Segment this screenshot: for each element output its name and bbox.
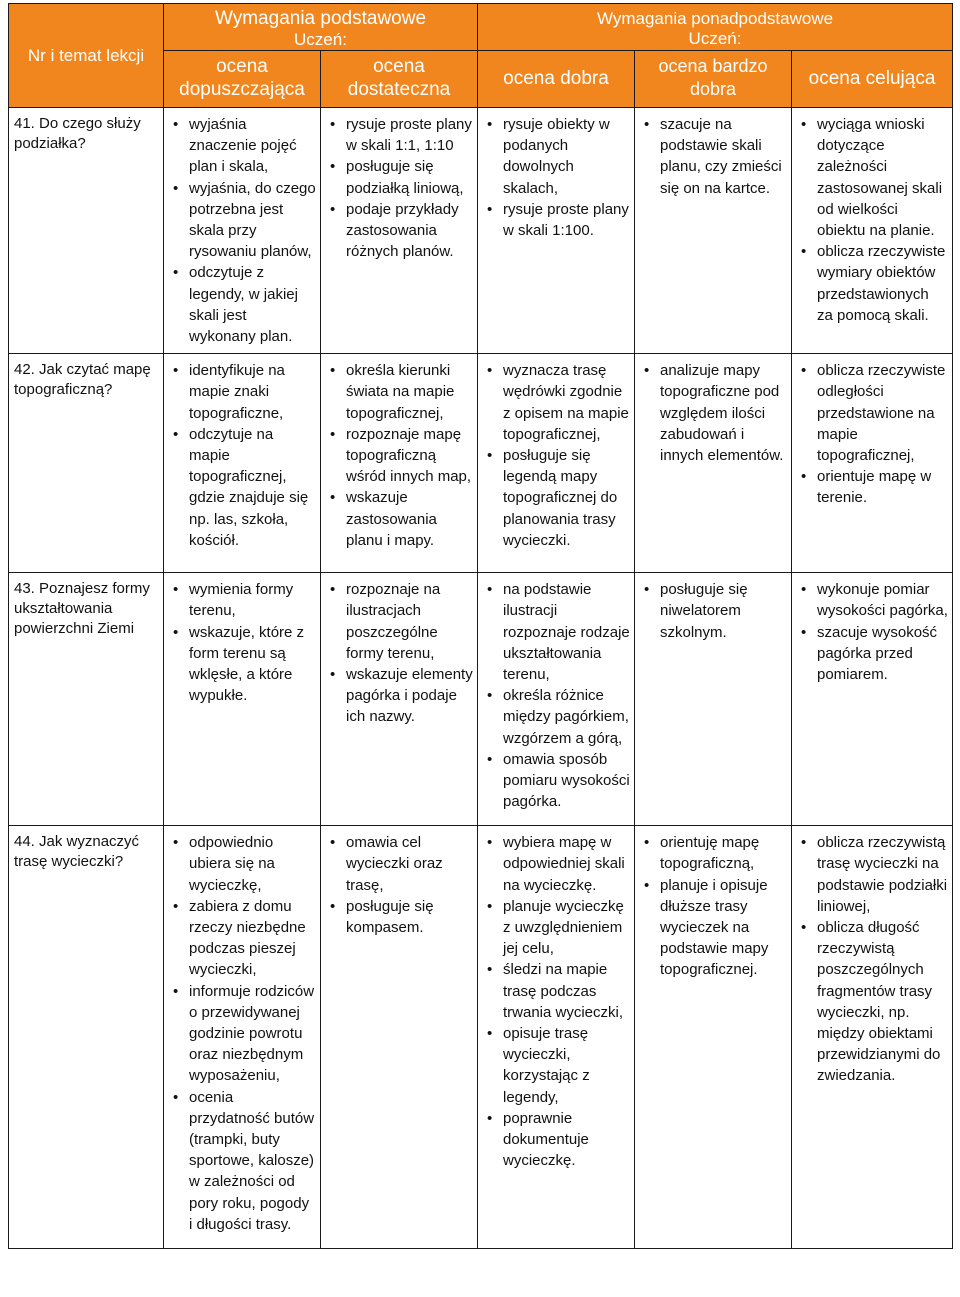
requirements-list: [172, 360, 316, 551]
list-item: • rysuje obiekty w podanych dowolnych skalach,: [486, 114, 630, 199]
requirements-list: [643, 360, 787, 466]
requirements-cell-dopuszczajaca: [164, 108, 321, 354]
list-item: • podaje przykłady zastosowania różnych planów.: [329, 199, 473, 263]
grade-header-bardzo-dobra: ocena bardzo dobra: [635, 51, 792, 108]
list-item: • posługuje się podziałką liniową,: [329, 156, 473, 198]
list-item: • analizuje mapy topograficzne pod względem ilości zabudowań i innych elementów.: [643, 360, 787, 466]
list-item: • wyjaśnia, do czego potrzebna jest skala przy rysowaniu planów,: [172, 178, 316, 263]
lesson-column-header: Nr i temat lekcji: [9, 4, 164, 108]
requirements-list: [329, 360, 473, 551]
requirements-cell-dobra: [478, 826, 635, 1249]
list-item: • planuje wycieczkę z uwzględnieniem jej celu,: [486, 896, 630, 960]
advanced-requirements-header: [478, 4, 953, 51]
requirements-cell-dopuszczajaca: [164, 354, 321, 573]
requirements-list: [172, 832, 316, 1235]
requirements-list: [329, 832, 473, 938]
requirements-cell-dobra: [478, 573, 635, 826]
list-item: • wybiera mapę w odpowiedniej skali na wycieczkę.: [486, 832, 630, 896]
list-item: • planuje i opisuje dłuższe trasy wycieczek na podstawie mapy topograficznej.: [643, 875, 787, 981]
header-row-top: [9, 4, 953, 51]
requirements-list: [800, 114, 948, 326]
list-item: • odczytuje z legendy, w jakiej skali jest wykonany plan.: [172, 262, 316, 347]
requirements-list: [800, 360, 948, 508]
list-item: • posługuje się legendą mapy topograficznej do planowania trasy wycieczki.: [486, 445, 630, 551]
basic-requirements-header: [164, 4, 478, 51]
list-item: • posługuje się kompasem.: [329, 896, 473, 938]
lesson-title: 41. Do czego służy podziałka?: [9, 108, 164, 354]
list-item: • na podstawie ilustracji rozpoznaje rodzaje ukształtowania terenu,: [486, 579, 630, 685]
advanced-requirements-title: Wymagania ponadpodstawowe: [596, 9, 834, 28]
requirements-list: [486, 579, 630, 812]
list-item: • szacuje na podstawie skali planu, czy zmieści się on na kartce.: [643, 114, 787, 199]
list-item: • posługuje się niwelatorem szkolnym.: [643, 579, 787, 643]
list-item: • orientuję mapę topograficzną,: [643, 832, 787, 874]
requirements-list: [329, 579, 473, 727]
list-item: • wymienia formy terenu,: [172, 579, 316, 621]
list-item: • poprawnie dokumentuje wycieczkę.: [486, 1108, 630, 1172]
requirements-cell-celujaca: [792, 354, 953, 573]
requirements-list: [800, 832, 948, 1086]
list-item: • wyznacza trasę wędrówki zgodnie z opisem na mapie topograficznej,: [486, 360, 630, 445]
list-item: • oblicza długość rzeczywistą poszczególnych fragmentów trasy wycieczki, np. między obiektami przewidzianymi do zwiedzania.: [800, 917, 948, 1087]
list-item: • zabiera z domu rzeczy niezbędne podczas pieszej wycieczki,: [172, 896, 316, 981]
grade-header-celujaca: ocena celująca: [792, 51, 953, 108]
list-item: • omawia sposób pomiaru wysokości pagórka.: [486, 749, 630, 813]
list-item: • wskazuje, które z form terenu są wklęsłe, a które wypukłe.: [172, 622, 316, 707]
list-item: • identyfikuje na mapie znaki topograficzne,: [172, 360, 316, 424]
grade-header-dostateczna: ocena dostateczna: [321, 51, 478, 108]
list-item: • oblicza rzeczywiste wymiary obiektów przedstawionych za pomocą skali.: [800, 241, 948, 326]
basic-requirements-title: Wymagania podstawowe: [214, 8, 427, 29]
list-item: • oblicza rzeczywiste odległości przedstawione na mapie topograficznej,: [800, 360, 948, 466]
requirements-cell-dostateczna: [321, 108, 478, 354]
requirements-cell-bardzo-dobra: [635, 573, 792, 826]
requirements-list: [643, 114, 787, 199]
requirements-cell-celujaca: [792, 108, 953, 354]
list-item: • wskazuje elementy pagórka i podaje ich nazwy.: [329, 664, 473, 728]
list-item: • rysuje proste plany w skali 1:1, 1:10: [329, 114, 473, 156]
requirements-cell-celujaca: [792, 573, 953, 826]
requirements-cell-bardzo-dobra: [635, 354, 792, 573]
table-row: [9, 108, 953, 354]
requirements-list: [172, 579, 316, 706]
basic-requirements-subtitle: Uczeń:: [294, 30, 347, 49]
grade-header-dobra: ocena dobra: [478, 51, 635, 108]
list-item: • odczytuje na mapie topograficznej, gdzie znajduje się np. las, szkoła, kościół.: [172, 424, 316, 551]
requirements-cell-dostateczna: [321, 573, 478, 826]
requirements-list: [643, 832, 787, 980]
lesson-title: 42. Jak czytać mapę topograficzną?: [9, 354, 164, 573]
list-item: • informuje rodziców o przewidywanej godzinie powrotu oraz niezbędnym wyposażeniu,: [172, 981, 316, 1087]
requirements-list: [172, 114, 316, 347]
requirements-cell-dobra: [478, 354, 635, 573]
grade-header-dopuszczajaca: ocena dopuszczająca: [164, 51, 321, 108]
requirements-cell-dobra: [478, 108, 635, 354]
list-item: • rozpoznaje mapę topograficzną wśród innych map,: [329, 424, 473, 488]
list-item: • odpowiednio ubiera się na wycieczkę,: [172, 832, 316, 896]
requirements-cell-celujaca: [792, 826, 953, 1249]
requirements-cell-dostateczna: [321, 826, 478, 1249]
requirements-list: [486, 114, 630, 241]
list-item: • rysuje proste plany w skali 1:100.: [486, 199, 630, 241]
requirements-cell-bardzo-dobra: [635, 108, 792, 354]
list-item: • określa różnice między pagórkiem, wzgórzem a górą,: [486, 685, 630, 749]
requirements-cell-dopuszczajaca: [164, 573, 321, 826]
requirements-cell-bardzo-dobra: [635, 826, 792, 1249]
list-item: • opisuje trasę wycieczki, korzystając z legendy,: [486, 1023, 630, 1108]
list-item: • rozpoznaje na ilustracjach poszczególne formy terenu,: [329, 579, 473, 664]
list-item: • oblicza rzeczywistą trasę wycieczki na podstawie podziałki liniowej,: [800, 832, 948, 917]
list-item: • wyjaśnia znaczenie pojęć plan i skala,: [172, 114, 316, 178]
lesson-title: 43. Poznajesz formy ukształtowania powierzchni Ziemi: [9, 573, 164, 826]
requirements-list: [800, 579, 948, 685]
lesson-title: 44. Jak wyznaczyć trasę wycieczki?: [9, 826, 164, 1249]
list-item: • ocenia przydatność butów (trampki, buty sportowe, kalosze) w zależności od pory roku, pogody i długości trasy.: [172, 1087, 316, 1235]
table-row: [9, 354, 953, 573]
advanced-requirements-subtitle: Uczeń:: [688, 29, 742, 48]
requirements-list: [643, 579, 787, 643]
table-row: [9, 573, 953, 826]
requirements-list: [486, 832, 630, 1171]
requirements-list: [329, 114, 473, 262]
table-row: [9, 826, 953, 1249]
requirements-list: [486, 360, 630, 551]
list-item: • szacuje wysokość pagórka przed pomiarem.: [800, 622, 948, 686]
requirements-table: [8, 3, 953, 1249]
list-item: • śledzi na mapie trasę podczas trwania wycieczki,: [486, 959, 630, 1023]
list-item: • wyciąga wnioski dotyczące zależności zastosowanej skali od wielkości obiektu na planie.: [800, 114, 948, 241]
requirements-cell-dostateczna: [321, 354, 478, 573]
requirements-cell-dopuszczajaca: [164, 826, 321, 1249]
requirements-body: [9, 108, 953, 1249]
list-item: • określa kierunki świata na mapie topograficznej,: [329, 360, 473, 424]
list-item: • wskazuje zastosowania planu i mapy.: [329, 487, 473, 551]
list-item: • orientuje mapę w terenie.: [800, 466, 948, 508]
list-item: • wykonuje pomiar wysokości pagórka,: [800, 579, 948, 621]
list-item: • omawia cel wycieczki oraz trasę,: [329, 832, 473, 896]
